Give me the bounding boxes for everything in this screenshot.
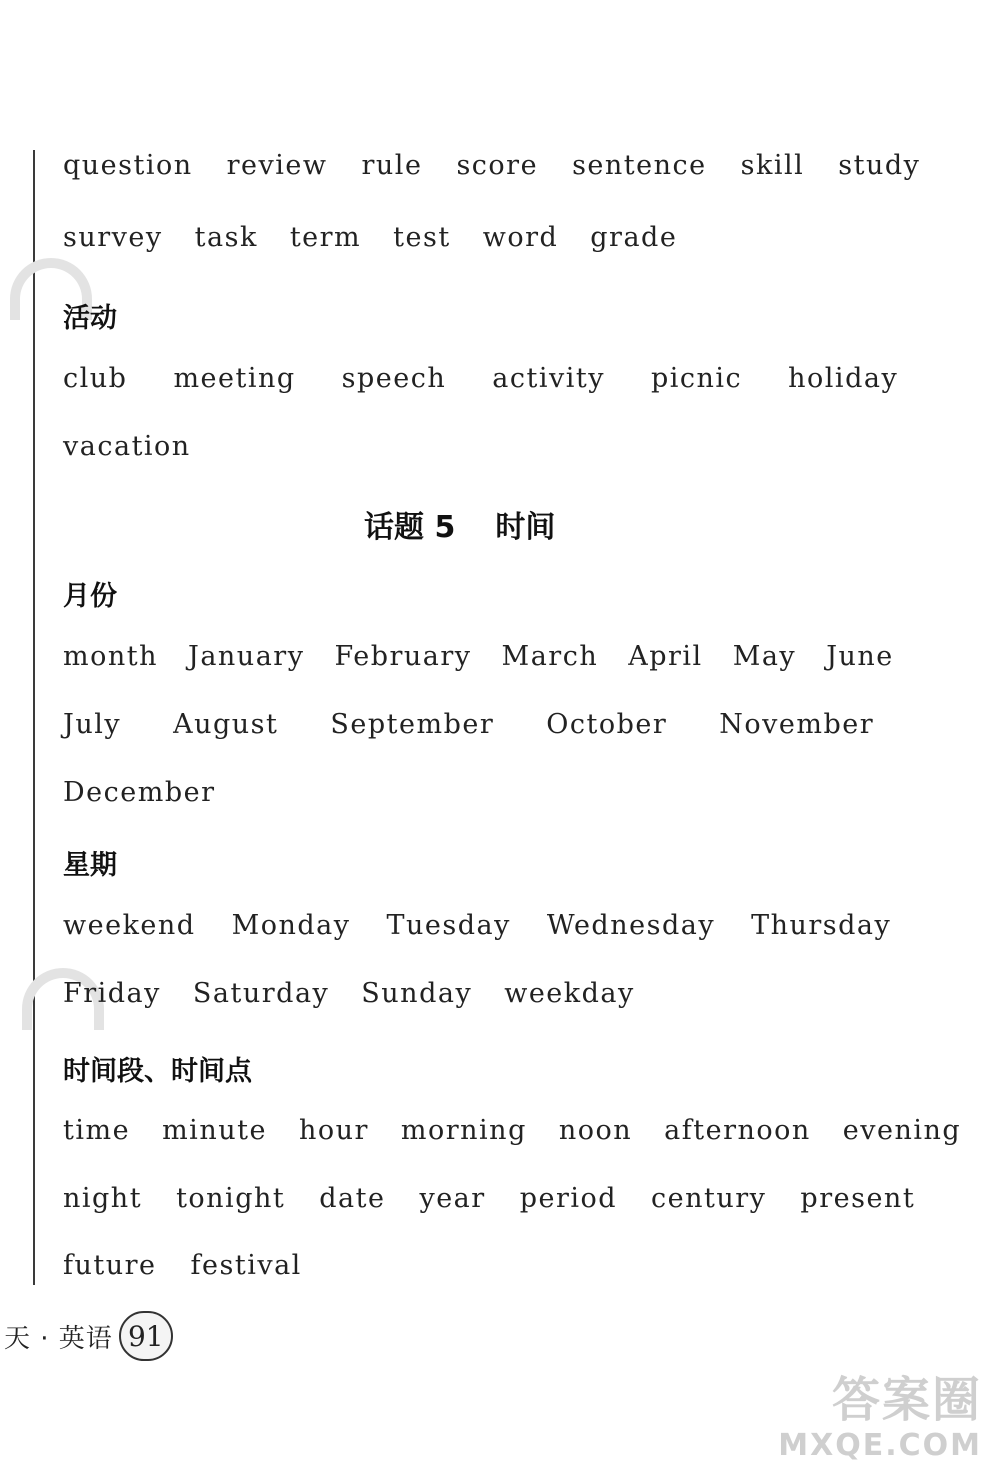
word: tonight <box>176 1183 286 1214</box>
topic-title: 时间 <box>495 510 556 545</box>
category-heading-time: 时间段、时间点 <box>63 1056 252 1087</box>
word: holiday <box>788 363 899 394</box>
margin-rule <box>33 150 35 1285</box>
word: night <box>63 1183 143 1214</box>
word: picnic <box>650 363 743 394</box>
word: Wednesday <box>546 910 716 941</box>
word: meeting <box>173 363 296 394</box>
page-footer <box>0 1308 195 1364</box>
time-words-line-3 <box>63 1250 302 1281</box>
word: morning <box>400 1115 527 1146</box>
word: study <box>838 150 921 181</box>
category-heading-month: 月份 <box>63 581 117 612</box>
word: task <box>194 222 258 253</box>
word: March <box>501 641 599 672</box>
word: speech <box>341 363 447 394</box>
watermark-url: MXQE.COM <box>778 1428 982 1463</box>
topic-number: 话题 5 <box>364 510 456 545</box>
category-heading-week: 星期 <box>63 850 117 881</box>
word: July <box>63 709 122 740</box>
word: grade <box>590 222 678 253</box>
word: sentence <box>572 150 707 181</box>
word: question <box>63 150 193 181</box>
word: word <box>482 222 559 253</box>
word: April <box>628 641 703 672</box>
word: Friday <box>63 978 161 1009</box>
word: survey <box>63 222 163 253</box>
month-words-line-1 <box>63 641 894 672</box>
word: weekend <box>63 910 196 941</box>
word: skill <box>740 150 805 181</box>
page-number: 91 <box>119 1311 173 1361</box>
word: present <box>800 1183 916 1214</box>
word: minute <box>162 1115 267 1146</box>
word: month <box>63 641 158 672</box>
word: period <box>519 1183 618 1214</box>
word: September <box>330 709 495 740</box>
school-words-line-2 <box>63 222 677 253</box>
word: Sunday <box>361 978 473 1009</box>
word: October <box>546 709 668 740</box>
word: century <box>651 1183 767 1214</box>
word: Monday <box>231 910 351 941</box>
word: review <box>226 150 328 181</box>
word: January <box>188 641 305 672</box>
word: Tuesday <box>386 910 511 941</box>
word: future <box>63 1250 157 1281</box>
month-words-line-2 <box>63 709 874 740</box>
word: December <box>63 777 216 808</box>
word: score <box>456 150 539 181</box>
word: Saturday <box>192 978 330 1009</box>
activity-words-line-1 <box>63 363 898 394</box>
word: test <box>393 222 451 253</box>
word: evening <box>842 1115 962 1146</box>
month-words-line-3 <box>63 777 216 808</box>
time-words-line-2 <box>63 1183 915 1214</box>
word: date <box>319 1183 386 1214</box>
word: February <box>334 641 472 672</box>
week-words-line-1 <box>63 910 891 941</box>
word: year <box>419 1183 486 1214</box>
word: June <box>826 641 894 672</box>
school-words-line-1 <box>63 150 920 181</box>
word: rule <box>361 150 423 181</box>
word: hour <box>298 1115 369 1146</box>
word: time <box>63 1115 131 1146</box>
category-heading-activity: 活动 <box>63 303 117 334</box>
time-words-line-1 <box>63 1115 961 1146</box>
footer-label: 天 · 英语 <box>4 1323 113 1354</box>
activity-words-line-2 <box>63 431 191 462</box>
word: weekday <box>504 978 635 1009</box>
word: Thursday <box>751 910 892 941</box>
word: term <box>289 222 362 253</box>
word: May <box>732 641 797 672</box>
word: club <box>63 363 128 394</box>
word: noon <box>558 1115 633 1146</box>
watermark-logo-text: 答案圈 <box>831 1372 982 1428</box>
word: vacation <box>63 431 191 462</box>
word: activity <box>492 363 605 394</box>
word: August <box>173 709 279 740</box>
word: November <box>719 709 875 740</box>
watermark <box>778 1372 982 1463</box>
week-words-line-2 <box>63 978 635 1009</box>
word: festival <box>190 1250 302 1281</box>
word: afternoon <box>664 1115 811 1146</box>
topic-heading <box>364 502 555 546</box>
